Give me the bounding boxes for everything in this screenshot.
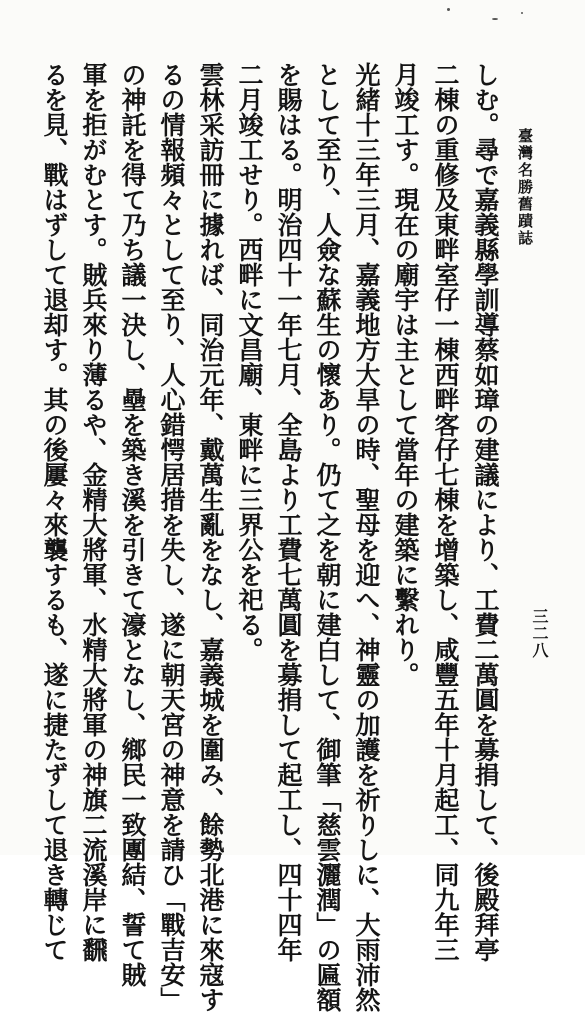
text-column-3: 月竣工す。現在の廟宇は主として當年の建築に繫れり。 bbox=[391, 62, 420, 687]
page-number: 三二八 bbox=[530, 608, 549, 659]
text-column-9: るの情報頻々として至り、人心錯愕居措を失し、遂に朝天宮の神意を請ひ「戰吉安」 bbox=[157, 62, 186, 1012]
text-column-6: を賜はる。明治四十一年七月、全島より工費七萬圓を募捐して起工し、四十四年 bbox=[274, 62, 303, 962]
text-column-8: 雲林采訪冊に據れば、同治元年、戴萬生亂をなし、嘉義城を圍み、餘勢北港に來寇す bbox=[196, 62, 225, 1012]
running-header: 臺灣名勝舊蹟誌 bbox=[516, 128, 534, 247]
text-column-1: しむ。尋で嘉義縣學訓導蔡如璋の建議により、工費二萬圓を募捐して、後殿拜亭 bbox=[471, 62, 500, 962]
text-column-4: 光緒十三年三月、嘉義地方大旱の時、聖母を迎へ、神靈の加護を祈りしに、大雨沛然 bbox=[352, 62, 381, 1012]
text-column-10: の神託を得て乃ち議一決し、壘を築き溪を引きて濠となし、鄉民一致團結、誓て賊 bbox=[118, 62, 147, 987]
scan-speck bbox=[521, 12, 523, 14]
scan-speck bbox=[447, 8, 450, 11]
text-column-11: 軍を拒がむとす。賊兵來り薄るや、金精大將軍、水精大將軍の神旗二流溪岸に飜 bbox=[79, 62, 108, 962]
text-column-7: 二月竣工せり。西畔に文昌廟、東畔に三界公を祀る。 bbox=[235, 62, 264, 662]
text-column-12: るを見、戰はずして退却す。其の後屢々來襲するも、遂に捷たずして退き轉じて bbox=[40, 62, 69, 962]
text-column-2: 二棟の重修及東畔室仔一棟西畔客仔七棟を增築し、咸豐五年十月起工、同九年三 bbox=[431, 62, 460, 962]
scan-speck bbox=[492, 18, 498, 20]
text-column-5: として至り、人僉な蘇生の懷あり。仍て之を朝に建白して、御筆「慈雲灑潤」の匾額 bbox=[313, 62, 342, 1012]
